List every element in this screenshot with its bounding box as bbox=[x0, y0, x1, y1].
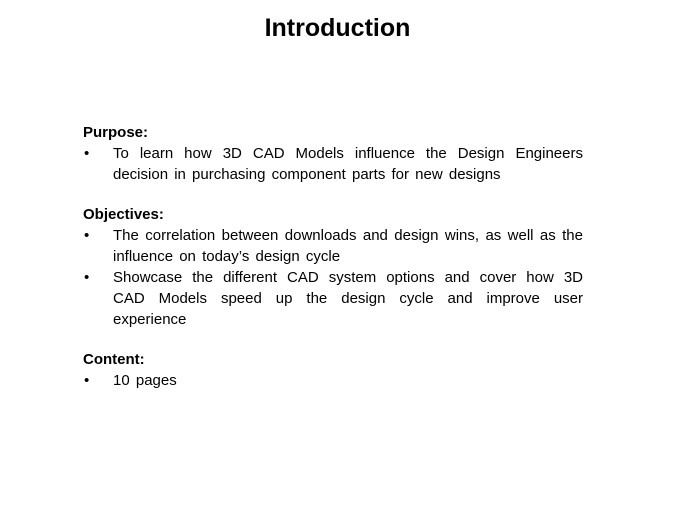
bullet-item bbox=[83, 370, 583, 391]
bullet-item bbox=[83, 267, 583, 330]
bullet-icon: • bbox=[84, 269, 90, 286]
bullet-icon: • bbox=[84, 372, 90, 389]
objectives-bullet-list bbox=[83, 225, 583, 330]
bullet-icon: • bbox=[84, 145, 90, 162]
bullet-text: 10 pages bbox=[113, 372, 177, 389]
bullet-icon: • bbox=[84, 227, 90, 244]
bullet-text: Showcase the different CAD system options and cover how 3D CAD Models speed up the design cycle and improve user experience bbox=[113, 269, 583, 328]
bullet-text: The correlation between downloads and design wins, as well as the influence on today’s design cycle bbox=[113, 227, 583, 265]
purpose-section bbox=[83, 123, 583, 185]
purpose-heading: Purpose: bbox=[83, 124, 149, 141]
objectives-heading: Objectives: bbox=[83, 206, 164, 223]
bullet-text: To learn how 3D CAD Models influence the Design Engineers decision in purchasing component parts for new designs bbox=[113, 145, 583, 183]
objectives-section bbox=[83, 205, 583, 330]
content-bullet-list bbox=[83, 370, 583, 391]
slide-body bbox=[83, 123, 583, 411]
content-section bbox=[83, 350, 583, 391]
purpose-bullet-list bbox=[83, 143, 583, 185]
slide-title: Introduction bbox=[264, 14, 411, 42]
bullet-item bbox=[83, 225, 583, 267]
bullet-item bbox=[83, 143, 583, 185]
content-heading: Content: bbox=[83, 351, 145, 368]
